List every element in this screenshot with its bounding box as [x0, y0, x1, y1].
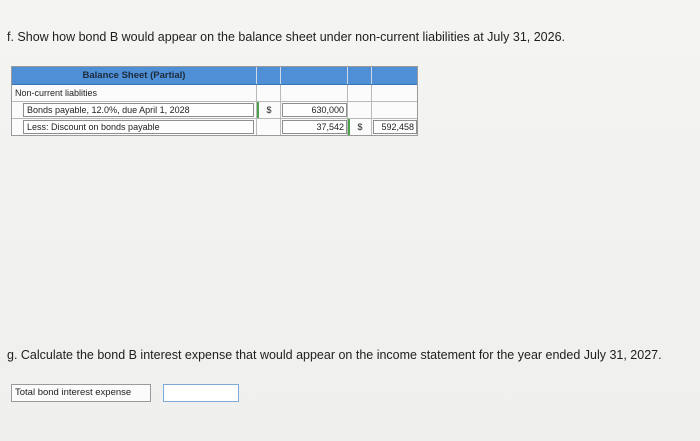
total-interest-label: Total bond interest expense [11, 384, 151, 402]
balance-sheet-table [11, 66, 418, 136]
balance-sheet-header [12, 67, 417, 85]
section-label-row [12, 85, 417, 102]
header-divider [371, 67, 372, 84]
empty-cell [256, 85, 281, 101]
bonds-payable-label-field[interactable]: Bonds payable, 12.0%, due April 1, 2028 [23, 103, 254, 117]
bonds-payable-amount-field[interactable]: 630,000 [282, 103, 347, 117]
header-divider [280, 67, 281, 84]
empty-cell [347, 85, 372, 101]
dollar-sign: $ [266, 105, 272, 115]
dollar-cell [347, 102, 372, 118]
question-g-text: g. Calculate the bond B interest expense that would appear on the income statement for the year ended July 31, 2027. [7, 348, 662, 362]
total-interest-row [11, 384, 228, 402]
discount-label-field[interactable]: Less: Discount on bonds payable [23, 120, 254, 134]
header-divider [256, 67, 257, 84]
discount-amount-field[interactable]: 37,542 [282, 120, 347, 134]
total-interest-input[interactable] [163, 384, 239, 402]
empty-cell [280, 85, 348, 101]
section-label: Non-current liablities [15, 88, 98, 98]
table-row [12, 119, 417, 135]
dollar-cell [256, 119, 281, 135]
dollar-cell [347, 119, 372, 135]
carrying-value-field[interactable]: 592,458 [373, 120, 417, 134]
answer-indicator [348, 119, 350, 135]
dollar-sign: $ [357, 122, 363, 132]
empty-cell [371, 102, 418, 118]
question-f-text: f. Show how bond B would appear on the balance sheet under non-current liabilities at July 31, 2026. [7, 30, 566, 44]
balance-sheet-title: Balance Sheet (Partial) [82, 70, 186, 81]
dollar-cell [256, 102, 281, 118]
answer-indicator [257, 102, 259, 118]
empty-cell [371, 85, 418, 101]
header-divider [347, 67, 348, 84]
table-row [12, 102, 417, 119]
